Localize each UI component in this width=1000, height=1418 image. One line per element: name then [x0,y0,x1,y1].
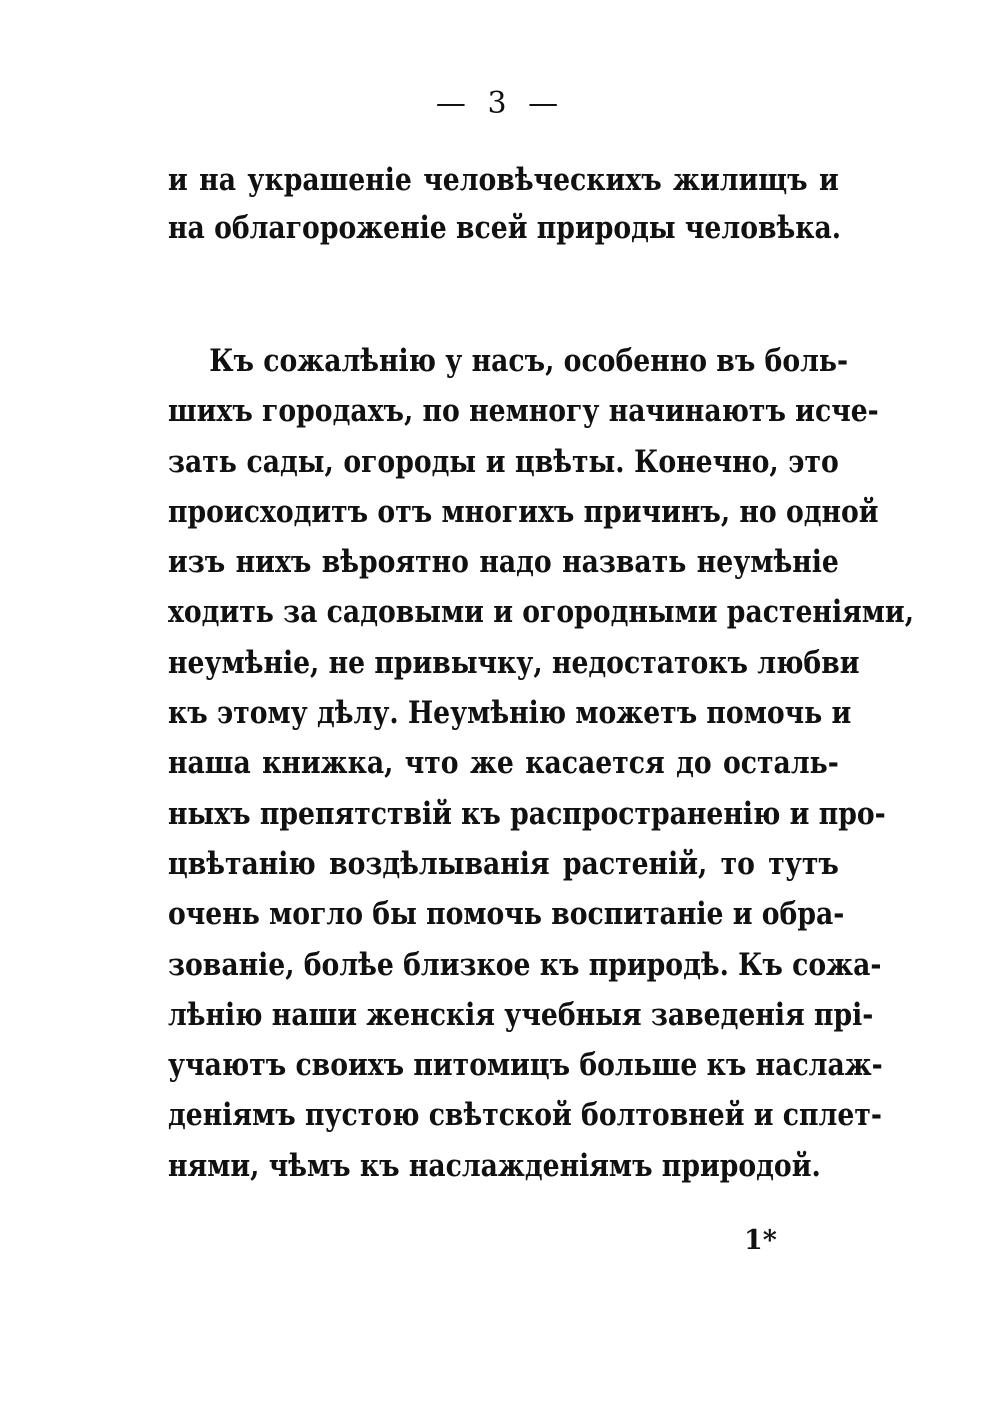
main-paragraph [168,336,914,1191]
text-line: неумѣніе, не привычку, недостатокъ любви [168,644,860,681]
printer-signature-mark: 1* [744,1225,777,1256]
text-line: зать сады, огороды и цвѣты. Конечно, это [168,443,839,480]
text-line: къ этому дѣлу. Неумѣнію можетъ помочь и [168,695,852,732]
text-line: деніямъ пустою свѣтской болтовней и сплет- [168,1097,882,1134]
text-line: ныхъ препятствій къ распространенію и про- [168,795,886,832]
continued-paragraph [168,156,840,252]
text-line: Къ сожалѣнію у насъ, особенно въ боль- [209,343,849,379]
text-line: наша книжка, что же касается до осталь- [168,745,839,782]
page-number-header: — 3 — [435,86,565,121]
text-line: шихъ городахъ, по немногу начинаютъ исче- [168,393,879,430]
text-line: зованіе, болѣе близкое къ природѣ. Къ сожа- [168,946,882,983]
text-line: происходитъ отъ многихъ причинъ, но одной [168,493,879,530]
text-line: нями, чѣмъ къ наслажденіямъ природой. [168,1147,821,1184]
text-line: учаютъ своихъ питомицъ больше къ наслаж- [168,1047,883,1084]
text-line: изъ нихъ вѣроятно надо назвать неумѣніе [168,544,839,581]
text-line: и на украшеніе человѣческихъ жилищъ и [168,162,839,198]
text-line: лѣнію наши женскія учебныя заведенія прі- [168,996,874,1033]
text-line: очень могло бы помочь воспитаніе и обра- [168,896,845,933]
text-line: на облагороженіе всей природы человѣка. [168,210,842,246]
text-line: цвѣтанію воздѣлыванія растеній, то тутъ [168,845,839,882]
text-line: ходить за садовыми и огородными растеніями, [168,594,914,631]
